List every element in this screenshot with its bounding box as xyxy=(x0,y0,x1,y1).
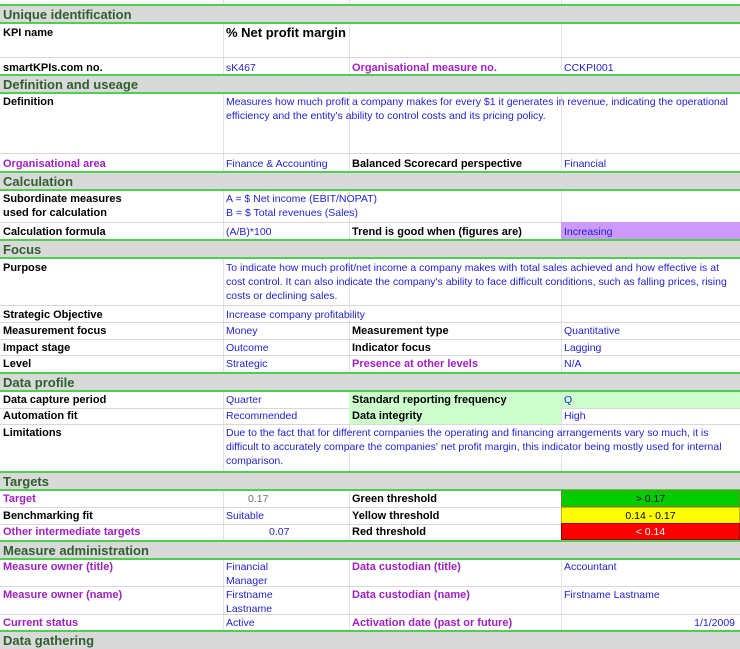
red-threshold-value: < 0.14 xyxy=(635,526,666,538)
section-header-gathering xyxy=(0,630,740,649)
row-divider xyxy=(0,339,740,340)
ifocus-label: Indicator focus xyxy=(352,342,431,354)
owner-name-value-2: Lastname xyxy=(226,603,273,615)
row-divider xyxy=(0,305,740,306)
bench-value: Suitable xyxy=(226,510,264,522)
mfocus-label: Measurement focus xyxy=(3,325,107,337)
section-header-admin xyxy=(0,540,740,560)
bsc-label: Balanced Scorecard perspective xyxy=(352,158,522,170)
owner-name-label: Measure owner (name) xyxy=(3,589,123,601)
row-divider xyxy=(0,153,740,154)
bench-label: Benchmarking fit xyxy=(3,510,93,522)
green-threshold-value: > 0.17 xyxy=(635,493,666,505)
status-value: Active xyxy=(226,617,255,629)
formula-value: (A/B)*100 xyxy=(226,226,272,238)
target-value: 0.17 xyxy=(248,493,269,505)
section-title: Calculation xyxy=(3,174,74,189)
subordinate-label-1: Subordinate measures xyxy=(3,193,122,205)
section-header-focus xyxy=(0,239,740,259)
section-header-calculation xyxy=(0,171,740,191)
definition-text: Measures how much profit a company makes for every $1 it generates in revenue, indicating the operational efficiency and the entity's ability to control costs and its pricing policy. xyxy=(226,96,728,122)
subordinate-label-2: used for calculation xyxy=(3,207,107,219)
section-title: Focus xyxy=(3,242,42,257)
auto-value: Recommended xyxy=(226,410,298,422)
red-threshold-label: Red threshold xyxy=(352,526,426,538)
freq-value: Q xyxy=(564,394,573,406)
custodian-name-label: Data custodian (name) xyxy=(352,589,470,601)
kpi-name-label: KPI name xyxy=(3,27,54,39)
impact-label: Impact stage xyxy=(3,342,71,354)
kpi-name-value: % Net profit margin xyxy=(226,25,346,40)
objective-label: Strategic Objective xyxy=(3,309,103,321)
row-divider xyxy=(0,57,740,58)
green-threshold-label: Green threshold xyxy=(352,493,437,505)
section-title: Data gathering xyxy=(3,633,95,648)
section-header-data-profile xyxy=(0,372,740,392)
org-no-label: Organisational measure no. xyxy=(352,62,497,74)
ifocus-value: Lagging xyxy=(564,342,602,354)
smart-no-label: smartKPIs.com no. xyxy=(3,62,103,74)
owner-title-label: Measure owner (title) xyxy=(3,561,114,573)
formula-label: Calculation formula xyxy=(3,226,106,238)
section-title: Definition and useage xyxy=(3,77,139,92)
org-no-value: CCKPI001 xyxy=(564,62,614,74)
mtype-value: Quantitative xyxy=(564,325,621,337)
status-label: Current status xyxy=(3,617,79,629)
level-value: Strategic xyxy=(226,358,268,370)
capture-value: Quarter xyxy=(226,394,262,406)
bsc-value: Financial xyxy=(564,158,607,170)
section-header-unique xyxy=(0,4,740,24)
custodian-name-value: Firstname Lastname xyxy=(564,589,660,601)
org-area-value: Finance & Accounting xyxy=(226,158,328,170)
row-divider xyxy=(0,322,740,323)
other-targets-value: 0.07 xyxy=(269,526,290,538)
owner-title-value-1: Financial xyxy=(226,561,269,573)
section-title: Targets xyxy=(3,474,49,489)
trend-label: Trend is good when (figures are) xyxy=(352,226,522,238)
presence-label: Presence at other levels xyxy=(352,358,478,370)
level-label: Level xyxy=(3,358,32,370)
section-header-targets xyxy=(0,471,740,491)
trend-value: Increasing xyxy=(564,226,613,238)
row-divider xyxy=(0,614,740,615)
presence-value: N/A xyxy=(564,358,582,370)
freq-value-cell xyxy=(561,392,740,408)
definition-label: Definition xyxy=(3,96,54,108)
limitations-label: Limitations xyxy=(3,427,62,439)
owner-title-value-2: Manager xyxy=(226,575,268,587)
integrity-value: High xyxy=(564,410,586,422)
target-label: Target xyxy=(3,493,36,505)
activation-value: 1/1/2009 xyxy=(694,617,735,629)
purpose-text: To indicate how much profit/net income a company makes with total sales achieved and how effective is at cost control. It can also indicate the company's ability to face difficult conditions, such as falling prices, rising costs or declining sales. xyxy=(226,262,727,302)
activation-label: Activation date (past or future) xyxy=(352,617,513,629)
owner-name-value-1: Firstname xyxy=(226,589,273,601)
subordinate-value-1: A = $ Net income (EBIT/NOPAT) xyxy=(226,193,378,205)
row-divider xyxy=(0,424,740,425)
yellow-threshold-label: Yellow threshold xyxy=(352,510,440,522)
mtype-label: Measurement type xyxy=(352,325,449,337)
integrity-label: Data integrity xyxy=(352,410,423,422)
limitations-text: Due to the fact that for different companies the operating and financing arrangements vary so much, it is difficult to accurately compare the companies' net profit margin, this indicator being mostly used for internal comparison. xyxy=(226,427,722,467)
row-divider xyxy=(0,586,740,587)
capture-label: Data capture period xyxy=(3,394,107,406)
purpose-label: Purpose xyxy=(3,262,48,274)
impact-value: Outcome xyxy=(226,342,269,354)
yellow-threshold-value: 0.14 - 0.17 xyxy=(625,510,676,522)
org-area-label: Organisational area xyxy=(3,158,106,170)
objective-value: Increase company profitability xyxy=(226,309,365,321)
subordinate-value-2: B = $ Total revenues (Sales) xyxy=(226,207,359,219)
row-divider xyxy=(0,355,740,356)
freq-label: Standard reporting frequency xyxy=(352,394,507,406)
other-targets-label: Other intermediate targets xyxy=(3,526,141,538)
custodian-title-value: Accountant xyxy=(564,561,617,573)
mfocus-value: Money xyxy=(226,325,258,337)
custodian-title-label: Data custodian (title) xyxy=(352,561,461,573)
section-title: Unique identification xyxy=(3,7,132,22)
section-title: Measure administration xyxy=(3,543,149,558)
section-title: Data profile xyxy=(3,375,75,390)
smart-no-value: sK467 xyxy=(226,62,256,74)
auto-label: Automation fit xyxy=(3,410,78,422)
section-header-definition xyxy=(0,74,740,94)
